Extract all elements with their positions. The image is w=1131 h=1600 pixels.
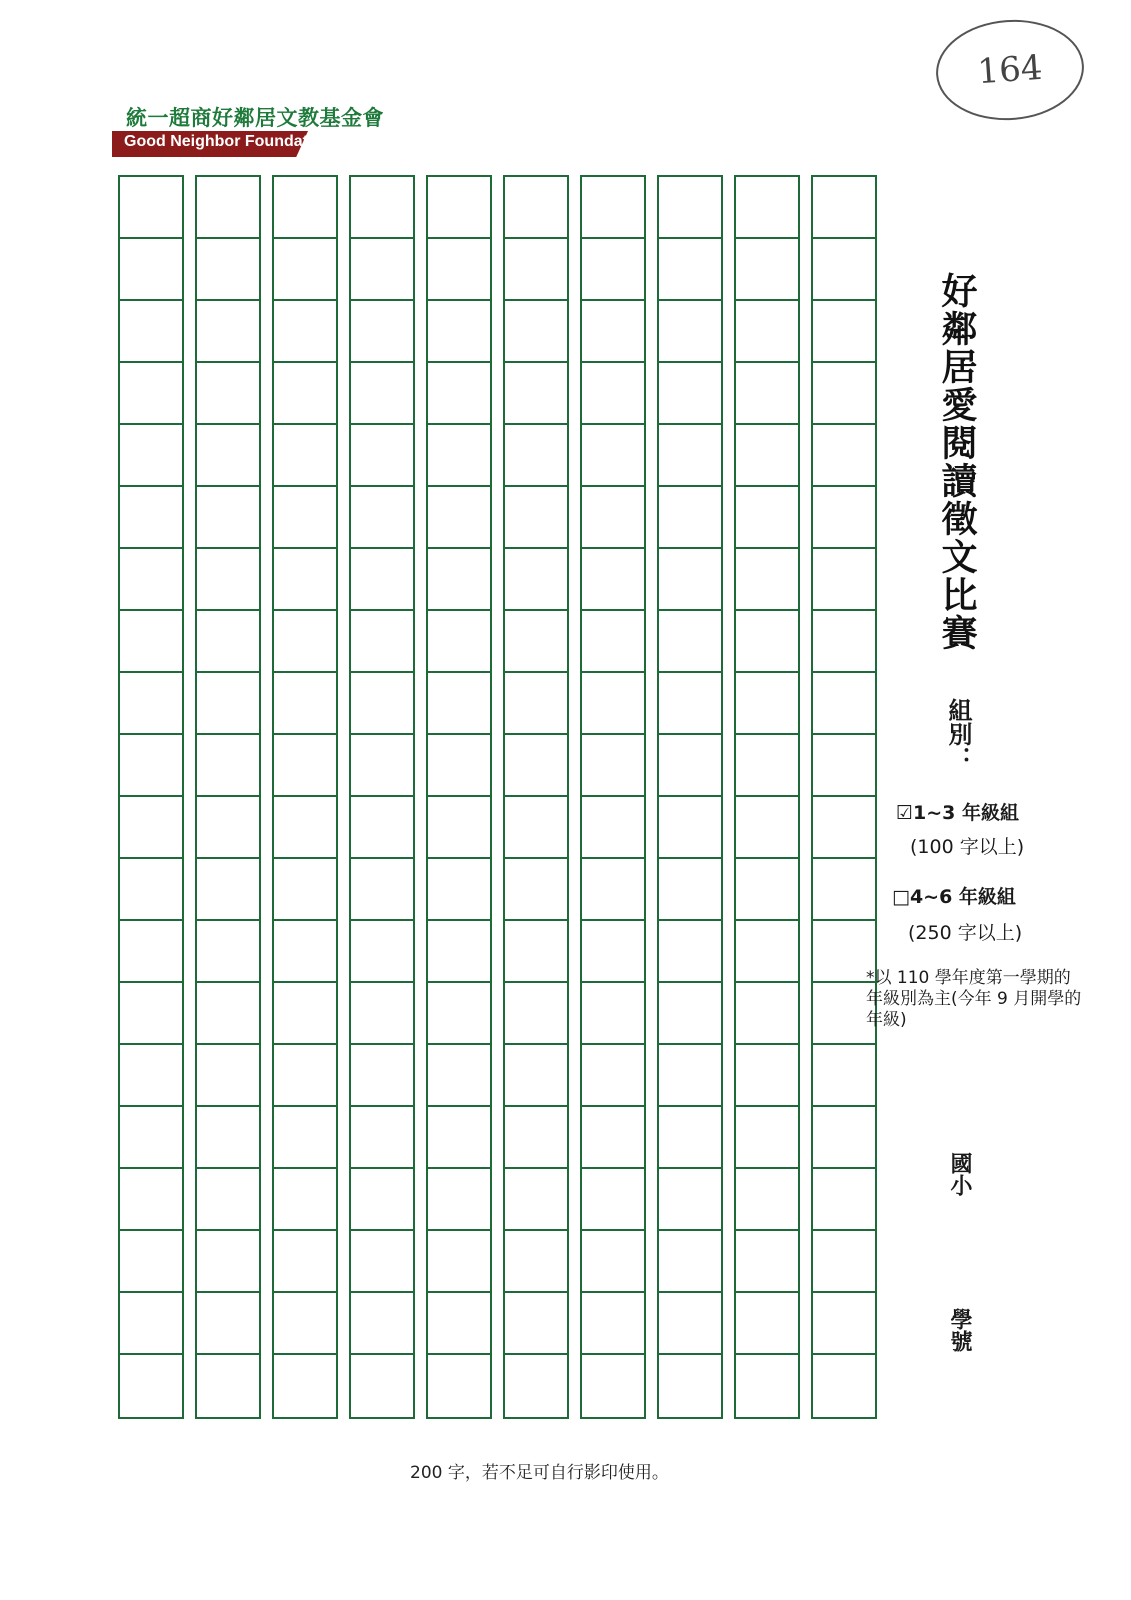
grid-cell xyxy=(274,673,336,735)
grid-cell xyxy=(582,983,644,1045)
grid-cell xyxy=(274,1169,336,1231)
grid-cell xyxy=(197,177,259,239)
grid-cell xyxy=(351,1045,413,1107)
grid-cell xyxy=(505,1231,567,1293)
grid-column xyxy=(272,175,338,1419)
grid-cell xyxy=(120,797,182,859)
grid-cell xyxy=(428,1045,490,1107)
grid-cell xyxy=(659,1293,721,1355)
grid-cell xyxy=(197,1231,259,1293)
grid-cell xyxy=(428,797,490,859)
grid-cell xyxy=(274,487,336,549)
grid-cell xyxy=(582,549,644,611)
grid-cell xyxy=(736,611,798,673)
grid-cell xyxy=(274,735,336,797)
grid-cell xyxy=(274,1293,336,1355)
grid-cell xyxy=(582,1355,644,1417)
writing-grid xyxy=(118,175,877,1419)
grid-column xyxy=(580,175,646,1419)
grade-note: *以 110 學年度第一學期的年級別為主(今年 9 月開學的年級) xyxy=(866,968,1082,1030)
grid-cell xyxy=(351,735,413,797)
grid-cell xyxy=(197,425,259,487)
grid-cell xyxy=(813,549,875,611)
grid-cell xyxy=(428,425,490,487)
grid-cell xyxy=(505,425,567,487)
grid-cell xyxy=(582,673,644,735)
grid-cell xyxy=(274,611,336,673)
grid-cell xyxy=(120,487,182,549)
grid-cell xyxy=(813,301,875,363)
grid-cell xyxy=(582,859,644,921)
grid-cell xyxy=(659,673,721,735)
grid-cell xyxy=(428,611,490,673)
grid-cell xyxy=(736,673,798,735)
grid-cell xyxy=(197,735,259,797)
option-2-label: 4~6 年級組 xyxy=(909,886,1016,908)
grid-cell xyxy=(351,425,413,487)
grid-cell xyxy=(813,487,875,549)
grid-cell xyxy=(582,1045,644,1107)
grid-cell xyxy=(736,797,798,859)
grid-cell xyxy=(505,487,567,549)
grid-cell xyxy=(582,301,644,363)
grid-cell xyxy=(505,611,567,673)
grid-cell xyxy=(659,1355,721,1417)
grid-cell xyxy=(428,735,490,797)
grid-cell xyxy=(582,921,644,983)
grid-cell xyxy=(274,1355,336,1417)
grid-cell xyxy=(582,1231,644,1293)
grid-cell xyxy=(736,425,798,487)
grid-cell xyxy=(274,239,336,301)
grid-cell xyxy=(274,363,336,425)
grid-cell xyxy=(736,859,798,921)
checkbox-checked-icon: ☑ xyxy=(896,802,914,824)
grid-cell xyxy=(120,425,182,487)
grid-cell xyxy=(351,983,413,1045)
grid-cell xyxy=(505,859,567,921)
grid-cell xyxy=(351,301,413,363)
grid-cell xyxy=(659,177,721,239)
grid-cell xyxy=(582,735,644,797)
grid-cell xyxy=(351,549,413,611)
grid-cell xyxy=(582,487,644,549)
grid-cell xyxy=(197,1107,259,1169)
grid-cell xyxy=(813,797,875,859)
grid-cell xyxy=(582,239,644,301)
grid-cell xyxy=(813,1107,875,1169)
grid-cell xyxy=(428,1107,490,1169)
grid-cell xyxy=(120,1107,182,1169)
grid-cell xyxy=(197,859,259,921)
grid-cell xyxy=(428,1231,490,1293)
grid-cell xyxy=(351,797,413,859)
grid-cell xyxy=(428,549,490,611)
option-2-words: (250 字以上) xyxy=(908,922,1023,944)
grid-cell xyxy=(659,1045,721,1107)
grid-cell xyxy=(120,363,182,425)
grid-column xyxy=(426,175,492,1419)
grid-cell xyxy=(428,1293,490,1355)
grid-cell xyxy=(736,1293,798,1355)
grid-cell xyxy=(505,673,567,735)
grid-cell xyxy=(582,1107,644,1169)
grid-cell xyxy=(120,1231,182,1293)
grid-cell xyxy=(274,1107,336,1169)
grid-cell xyxy=(736,921,798,983)
grid-cell xyxy=(351,1293,413,1355)
grid-cell xyxy=(736,239,798,301)
grid-column xyxy=(734,175,800,1419)
grid-cell xyxy=(582,363,644,425)
foundation-english-name: Good Neighbor Foundation xyxy=(124,133,332,150)
grid-cell xyxy=(505,1169,567,1231)
grid-cell xyxy=(120,735,182,797)
grid-cell xyxy=(428,301,490,363)
grid-cell xyxy=(351,1107,413,1169)
grid-cell xyxy=(505,1107,567,1169)
grid-cell xyxy=(197,921,259,983)
grid-cell xyxy=(120,1293,182,1355)
group-option-2 xyxy=(892,882,1016,909)
grid-cell xyxy=(659,1169,721,1231)
grid-cell xyxy=(659,239,721,301)
grid-cell xyxy=(120,1355,182,1417)
page-number-circle xyxy=(933,15,1088,125)
footer-note: 200 字，若不足可自行影印使用。 xyxy=(410,1463,669,1483)
grid-cell xyxy=(582,611,644,673)
grid-cell xyxy=(659,549,721,611)
grid-cell xyxy=(351,239,413,301)
grid-cell xyxy=(659,797,721,859)
grid-cell xyxy=(351,487,413,549)
grid-cell xyxy=(736,983,798,1045)
grid-cell xyxy=(351,611,413,673)
grid-cell xyxy=(197,611,259,673)
grid-cell xyxy=(274,1045,336,1107)
grid-cell xyxy=(505,1293,567,1355)
grid-cell xyxy=(813,1355,875,1417)
page-number: 164 xyxy=(976,47,1044,93)
contest-title: 好鄰居愛閱讀徵文比賽 xyxy=(936,272,977,652)
grid-column xyxy=(811,175,877,1419)
grid-cell xyxy=(736,301,798,363)
grid-cell xyxy=(736,1045,798,1107)
grid-cell xyxy=(505,549,567,611)
grid-cell xyxy=(274,797,336,859)
grid-cell xyxy=(197,239,259,301)
grid-cell xyxy=(505,797,567,859)
grid-cell xyxy=(197,487,259,549)
grid-cell xyxy=(428,1355,490,1417)
grid-cell xyxy=(736,177,798,239)
grid-cell xyxy=(120,1045,182,1107)
grid-cell xyxy=(505,1045,567,1107)
grid-cell xyxy=(197,983,259,1045)
grid-cell xyxy=(120,549,182,611)
grid-cell xyxy=(659,1107,721,1169)
grid-cell xyxy=(274,1231,336,1293)
grid-cell xyxy=(428,177,490,239)
grid-cell xyxy=(505,921,567,983)
grid-cell xyxy=(197,1169,259,1231)
grid-cell xyxy=(659,1231,721,1293)
grid-cell xyxy=(120,177,182,239)
grid-cell xyxy=(813,425,875,487)
grid-cell xyxy=(659,859,721,921)
grid-cell xyxy=(659,301,721,363)
grid-cell xyxy=(428,983,490,1045)
grid-column xyxy=(118,175,184,1419)
grid-cell xyxy=(120,983,182,1045)
grid-cell xyxy=(582,1169,644,1231)
grid-cell xyxy=(505,301,567,363)
grid-cell xyxy=(274,859,336,921)
grid-cell xyxy=(120,611,182,673)
grid-cell xyxy=(351,177,413,239)
grid-cell xyxy=(428,487,490,549)
grid-cell xyxy=(659,735,721,797)
grid-cell xyxy=(813,1045,875,1107)
grid-cell xyxy=(505,363,567,425)
grid-cell xyxy=(197,363,259,425)
grid-cell xyxy=(351,673,413,735)
grid-cell xyxy=(813,1169,875,1231)
checkbox-unchecked-icon: □ xyxy=(892,886,910,908)
grid-cell xyxy=(736,549,798,611)
grid-cell xyxy=(351,859,413,921)
grid-cell xyxy=(505,239,567,301)
grid-cell xyxy=(813,859,875,921)
foundation-name: 統一超商好鄰居文教基金會 xyxy=(126,106,384,130)
grid-cell xyxy=(659,983,721,1045)
student-id-label: 學號 xyxy=(947,1308,972,1352)
option-1-label: 1~3 年級組 xyxy=(913,802,1020,824)
grid-cell xyxy=(120,921,182,983)
grid-cell xyxy=(428,921,490,983)
grid-cell xyxy=(813,1293,875,1355)
grid-cell xyxy=(274,425,336,487)
grid-column xyxy=(503,175,569,1419)
grid-cell xyxy=(197,549,259,611)
grid-cell xyxy=(736,1107,798,1169)
grid-cell xyxy=(351,921,413,983)
grid-cell xyxy=(505,983,567,1045)
grid-cell xyxy=(659,921,721,983)
grid-cell xyxy=(659,487,721,549)
grid-cell xyxy=(351,1231,413,1293)
grid-cell xyxy=(505,735,567,797)
grid-cell xyxy=(813,735,875,797)
grid-cell xyxy=(428,239,490,301)
grid-cell xyxy=(197,673,259,735)
grid-cell xyxy=(428,1169,490,1231)
grid-cell xyxy=(120,673,182,735)
grid-cell xyxy=(582,797,644,859)
grid-cell xyxy=(351,363,413,425)
grid-cell xyxy=(120,1169,182,1231)
grid-cell xyxy=(736,1231,798,1293)
grid-cell xyxy=(736,1169,798,1231)
group-label: 組別： xyxy=(944,698,972,770)
grid-cell xyxy=(813,1231,875,1293)
grid-cell xyxy=(582,425,644,487)
grid-cell xyxy=(505,177,567,239)
grid-cell xyxy=(120,239,182,301)
grid-cell xyxy=(351,1355,413,1417)
grid-cell xyxy=(736,735,798,797)
grid-cell xyxy=(813,239,875,301)
grid-cell xyxy=(197,797,259,859)
grid-cell xyxy=(120,301,182,363)
grid-cell xyxy=(659,611,721,673)
grid-cell xyxy=(351,1169,413,1231)
grid-cell xyxy=(813,673,875,735)
grid-cell xyxy=(659,425,721,487)
grid-cell xyxy=(736,487,798,549)
grid-cell xyxy=(197,301,259,363)
grid-column xyxy=(349,175,415,1419)
grid-cell xyxy=(197,1293,259,1355)
grid-cell xyxy=(197,1045,259,1107)
grid-column xyxy=(657,175,723,1419)
grid-cell xyxy=(659,363,721,425)
grid-cell xyxy=(428,363,490,425)
school-suffix: 國小 xyxy=(947,1152,972,1196)
grid-cell xyxy=(197,1355,259,1417)
grid-cell xyxy=(505,1355,567,1417)
grid-cell xyxy=(120,859,182,921)
grid-cell xyxy=(274,983,336,1045)
grid-cell xyxy=(813,611,875,673)
grid-cell xyxy=(582,1293,644,1355)
group-option-1 xyxy=(896,798,1019,825)
grid-column xyxy=(195,175,261,1419)
option-1-words: (100 字以上) xyxy=(910,836,1025,858)
grid-cell xyxy=(274,301,336,363)
grid-cell xyxy=(274,549,336,611)
grid-cell xyxy=(428,673,490,735)
grid-cell xyxy=(582,177,644,239)
grid-cell xyxy=(274,921,336,983)
grid-cell xyxy=(736,363,798,425)
grid-cell xyxy=(813,177,875,239)
grid-cell xyxy=(274,177,336,239)
grid-cell xyxy=(736,1355,798,1417)
grid-cell xyxy=(813,363,875,425)
grid-cell xyxy=(428,859,490,921)
